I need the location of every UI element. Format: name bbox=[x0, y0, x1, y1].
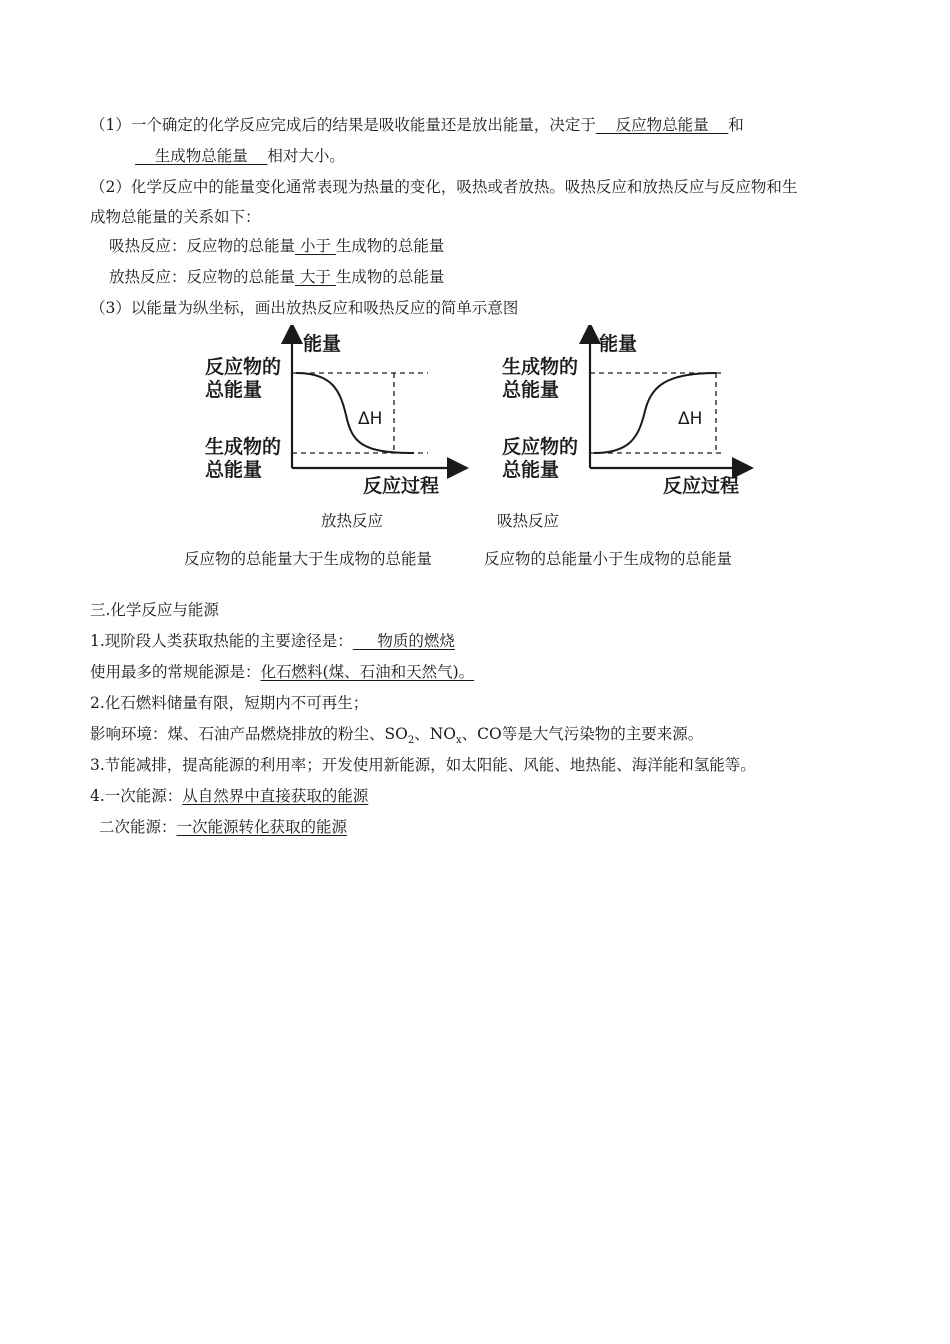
energy-curve bbox=[296, 373, 414, 453]
item-4-primary-energy: 4.一次能源：从自然界中直接获取的能源 bbox=[90, 787, 369, 805]
blank-reactant-energy: 反应物总能量 bbox=[595, 116, 729, 134]
top-level-label-2: 总能量 bbox=[502, 379, 560, 401]
para-1-line-1: （1）一个确定的化学反应完成后的结果是吸收能量还是放出能量，决定于 反应物总能量 和 bbox=[90, 116, 744, 134]
blank-combustion: 物质的燃烧 bbox=[352, 632, 455, 650]
endothermic-caption: 吸热反应 bbox=[497, 512, 560, 530]
top-level-label-2: 总能量 bbox=[205, 379, 263, 401]
x-axis-label: 反应过程 bbox=[363, 475, 440, 497]
item-1: 1.现阶段人类获取热能的主要途径是： 物质的燃烧 bbox=[90, 632, 455, 650]
item-2: 2.化石燃料储量有限，短期内不可再生； bbox=[90, 694, 369, 712]
y-axis-label: 能量 bbox=[599, 333, 638, 355]
y-axis-label: 能量 bbox=[303, 333, 342, 355]
para-2-line-2: 成物总能量的关系如下： bbox=[90, 208, 261, 226]
para-2-line-1: （2）化学反应中的能量变化通常表现为热量的变化，吸热或者放热。吸热反应和放热反应与反应物和生 bbox=[90, 178, 798, 196]
bottom-level-label-2: 总能量 bbox=[502, 459, 560, 481]
blank-greater-than: 大于 bbox=[295, 268, 336, 286]
bottom-level-label-2: 总能量 bbox=[205, 459, 263, 481]
para-3: （3）以能量为纵坐标，画出放热反应和吸热反应的简单示意图 bbox=[90, 299, 519, 317]
exothermic-diagram bbox=[200, 325, 470, 500]
environment-impact: 影响环境：煤、石油产品燃烧排放的粉尘、$SO_2$、$NO_x$、CO等是大气污染物的主要来源。 bbox=[90, 725, 704, 747]
section-3-heading: 三.化学反应与能源 bbox=[90, 601, 219, 619]
item-3: 3.节能减排，提高能源的利用率；开发使用新能源，如太阳能、风能、地热能、海洋能和氢能等。 bbox=[90, 756, 756, 774]
x-axis-label: 反应过程 bbox=[663, 475, 740, 497]
item-1-conventional-energy: 使用最多的常规能源是：化石燃料(煤、石油和天然气)。 bbox=[90, 663, 475, 681]
exothermic-relation: 放热反应：反应物的总能量 大于 生成物的总能量 bbox=[109, 268, 445, 286]
bottom-level-label-1: 反应物的 bbox=[502, 436, 579, 458]
bottom-level-label-1: 生成物的 bbox=[205, 436, 282, 458]
item-4-secondary-energy: 二次能源：一次能源转化获取的能源 bbox=[99, 818, 348, 836]
top-level-label-1: 反应物的 bbox=[205, 356, 282, 378]
blank-secondary-definition: 一次能源转化获取的能源 bbox=[176, 818, 348, 836]
para-1-line-2: 生成物总能量 相对大小。 bbox=[135, 147, 345, 165]
blank-less-than: 小于 bbox=[295, 237, 336, 255]
endothermic-summary: 反应物的总能量小于生成物的总能量 bbox=[484, 550, 733, 568]
blank-fossil-fuels: 化石燃料(煤、石油和天然气)。 bbox=[260, 663, 475, 681]
endothermic-diagram bbox=[498, 325, 768, 500]
exothermic-summary: 反应物的总能量大于生成物的总能量 bbox=[184, 550, 433, 568]
blank-primary-definition: 从自然界中直接获取的能源 bbox=[182, 787, 369, 805]
endothermic-relation: 吸热反应：反应物的总能量 小于 生成物的总能量 bbox=[109, 237, 445, 255]
delta-h-label: ΔH bbox=[358, 409, 383, 429]
delta-h-label: ΔH bbox=[678, 409, 703, 429]
exothermic-caption: 放热反应 bbox=[321, 512, 384, 530]
top-level-label-1: 生成物的 bbox=[502, 356, 579, 378]
blank-product-energy: 生成物总能量 bbox=[135, 147, 268, 165]
